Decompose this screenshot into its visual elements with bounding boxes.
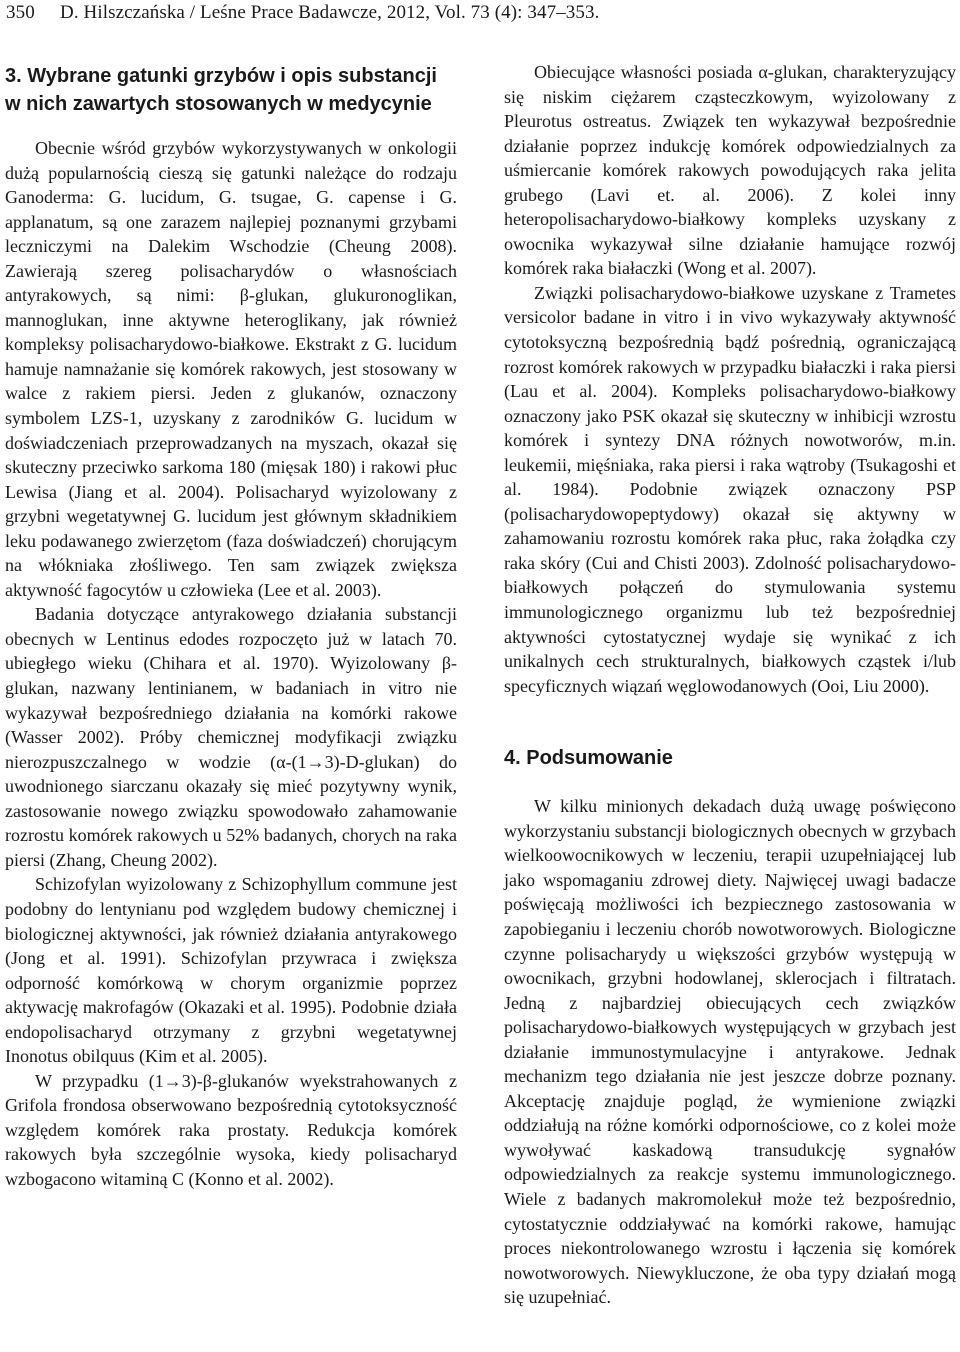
paragraph: Badania dotyczące antyrakowego działania substancji obecnych w Lentinus edodes rozpoczęto już w latach 70. ubiegłego wieku (Chihara et al. 1970). Wyizolowany β-glukan, nazwany lentinianem, w badaniach in vitro nie wykazywał bezpośredniego działania na komórki rakowe (Wasser 2002). Próby chemicznej modyfikacji związku nierozpuszczalnego w wodzie (α-(1→3)-D-glukan) do uwodnionego siarczanu okazały się mieć pozytywny wynik, zastosowanie nowego związku spowodowało zahamowanie rozrostu komórek rakowych u 52% badanych, chorych na raka piersi (Zhang, Cheung 2002).: [5, 604, 457, 870]
paragraph: Obecnie wśród grzybów wykorzystywanych w onkologii dużą popularnością cieszą się gatunki należące do rodzaju Ganoderma: G. lucidum, G. tsugae, G. capense i G. applanatum, są one zarazem najlepiej poznanymi grzybami leczniczymi na Dalekim Wschodzie (Cheung 2008). Zawierają szereg polisacharydów o własnościach antyrakowych, są nimi: β-glukan, glukuronoglikan, mannoglukan, inne aktywne heteroglikany, jak również kompleksy polisacharydowo-białkowe. Ekstrakt z G. lucidum hamuje namnażanie się komórek rakowych, jest stosowany w walce z rakiem piersi. Jeden z glukanów, oznaczony symbolem LZS-1, uzyskany z zarodników G. lucidum w doświadczeniach przeprowadzanych na myszach, okazał się skuteczny przeciwko sarkoma 180 (mięsak 180) i rakowi płuc Lewisa (Jiang et al. 2004). Polisacharyd wyizolowany z grzybni wegetatywnej G. lucidum jest głównym składnikiem leku podawanego zwierzętom (faza doświadczeń) chorującym na włókniaka złośliwego. Ten sam związek zwiększa aktywność fagocytów u człowieka (Lee et al. 2003).: [5, 138, 457, 600]
citation: D. Hilszczańska / Leśne Prace Badawcze, 2012, Vol. 73 (4): 347–353.: [60, 2, 600, 23]
right-column: [504, 60, 956, 1310]
paragraph: Związki polisacharydowo-białkowe uzyskane z Trametes versicolor badane in vitro i in vivo wykazywały aktywność cytotoksyczną bezpośrednią bądź pośrednią, ograniczającą rozrost komórek rakowych w przypadku białaczki i raka piersi (Lau et al. 2004). Kompleks polisacharydowo-białkowy oznaczony jako PSK okazał się skuteczny w inhibicji wzrostu komórek i syntezy DNA różnych nowotworów, m.in. leukemii, mięśniaka, raka piersi i raka wątroby (Tsukagoshi et al. 1984). Podobnie związek oznaczony PSP (polisacharydowopeptydowy) okazał się aktywny w zahamowaniu rozrostu komórek raka płuc, raka żołądka czy raka skóry (Cui and Chisti 2003). Zdolność polisacharydowo-białkowych połączeń do stymulowania systemu immunologicznego organizmu lub też bezpośredniej aktywności cytostatycznej wydaje się wynikać z ich unikalnych cech strukturalnych, białkowych cząstek i/lub specyficznych wiązań węglowodanowych (Ooi, Liu 2000).: [504, 282, 956, 696]
left-column: [5, 62, 457, 1192]
paragraph: Obiecujące własności posiada α-glukan, charakteryzujący się niskim ciężarem cząsteczkowym, wyizolowany z Pleurotus ostreatus. Związek ten wykazywał bezpośrednie działanie poprzez indukcję komórek odpowiedzialnych za uśmiercanie komórek rakowych powodujących raka jelita grubego (Lavi et. al. 2006). Z kolei inny heteropolisacharydowo-białkowy kompleks uzyskany z owocnika wykazywał silne działanie hamujące rozwój komórek raka białaczki (Wong et al. 2007).: [504, 62, 956, 279]
running-header: [6, 2, 599, 24]
paragraph: W kilku minionych dekadach dużą uwagę poświęcono wykorzystaniu substancji biologicznych obecnych w grzybach wielkoowocnikowych w leczeniu, terapii uzupełniającej lub jako wspomaganiu zdrowej diety. Najwięcej uwagi badacze poświęcają możliwości ich bezpiecznego zastosowania w zapobieganiu i leczeniu chorób nowotworowych. Biologiczne czynne polisacharydy u większości grzybów występują w owocnikach, grzybni hodowlanej, sklerocjach i filtratach. Jedną z najbardziej obiecujących cech związków polisacharydowo-białkowych występujących w grzybach jest działanie immunostymulacyjne i antyrakowe. Jednak mechanizm tego działania nie jest jeszcze dobrze poznany. Akceptację znajduje pogląd, że wymienione związki oddziałują na różne komórki odpornościowe, co z kolei może wywoływać kaskadową transudukcję sygnałów odpowiedzialnych za reakcje systemu immunologicznego. Wiele z badanych makromolekuł może też bezpośrednio, cytostatycznie oddziaływać na komórki rakowe, hamując proces niekontrolowanego wzrostu i łączenia się komórek nowotworowych. Niewykluczone, że oba typy działań mogą się uzupełniać.: [504, 796, 956, 1308]
section-4-heading: 4. Podsumowanie: [504, 747, 673, 770]
page-number: 350: [6, 2, 35, 23]
paragraph: W przypadku (1→3)-β-glukanów wyekstrahowanych z Grifola frondosa obserwowano bezpośrednią cytotoksyczność względem komórek raka prostaty. Redukcja komórek rakowych była szczególnie wysoka, kiedy polisacharyd wzbogacono witaminą C (Konno et al. 2002).: [5, 1070, 457, 1189]
section-3-heading: 3. Wybrane gatunki grzybów i opis substancji w nich zawartych stosowanych w medycynie: [5, 65, 437, 115]
paragraph: Schizofylan wyizolowany z Schizophyllum commune jest podobny do lentynianu pod względem budowy chemicznej i biologicznej aktywności, jak również działania antyrakowego (Jong et al. 1991). Schizofylan przywraca i zwiększa odporność komórkową w chorym organizmie poprzez aktywację makrofagów (Okazaki et al. 1995). Podobnie działa endopolisacharyd otrzymany z grzybni wegetatywnej Inonotus obilquus (Kim et al. 2005).: [5, 874, 457, 1067]
